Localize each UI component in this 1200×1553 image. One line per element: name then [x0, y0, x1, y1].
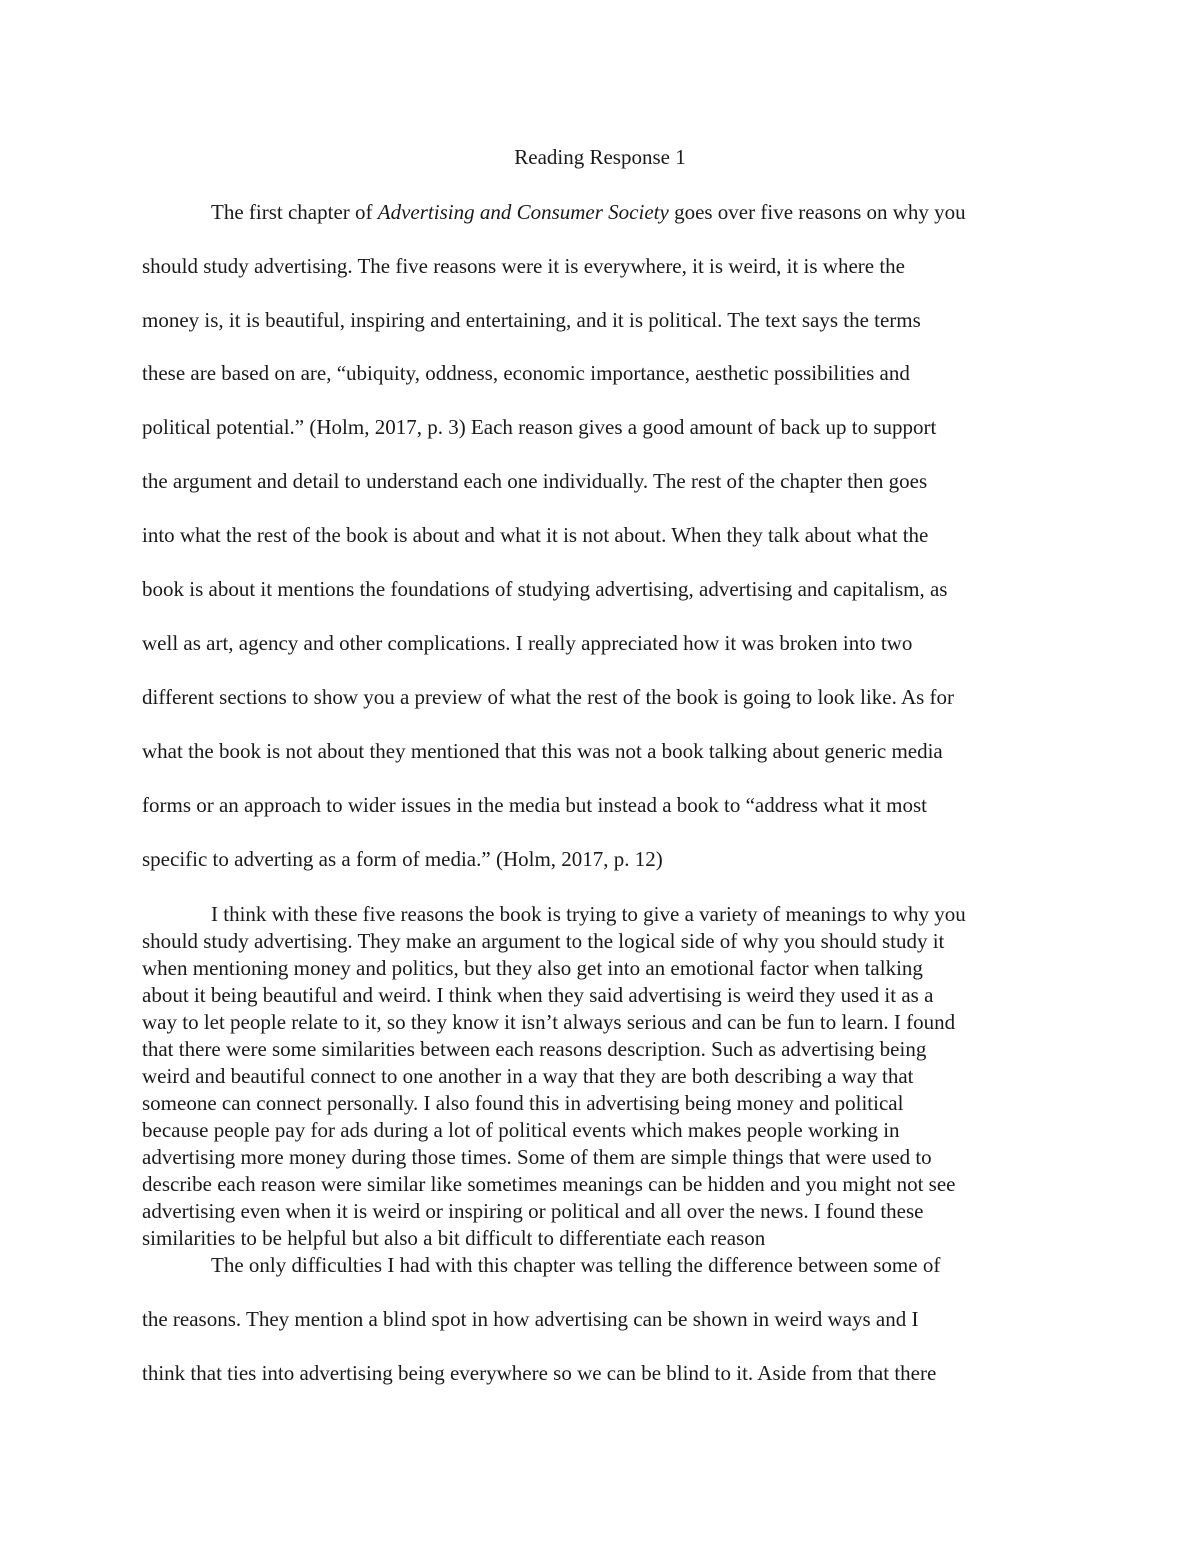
paragraph3-line: the reasons. They mention a blind spot in how advertising can be shown in weird ways and I — [142, 1307, 919, 1331]
paragraph2-line: way to let people relate to it, so they know it isn’t always serious and can be fun to learn. I found — [142, 1010, 956, 1034]
paragraph2-line: weird and beautiful connect to one another in a way that they are both describing a way that — [142, 1064, 914, 1088]
paragraph2-line: advertising even when it is weird or inspiring or political and all over the news. I found these — [142, 1199, 924, 1223]
paragraph1-line: political potential.” (Holm, 2017, p. 3) Each reason gives a good amount of back up to support — [142, 415, 937, 439]
paragraph1-line: into what the rest of the book is about and what it is not about. When they talk about what the — [142, 523, 929, 547]
paragraph2-first-line: I think with these five reasons the book is trying to give a variety of meanings to why you — [211, 902, 966, 926]
paragraph1-line: well as art, agency and other complications. I really appreciated how it was broken into two — [142, 631, 913, 655]
paragraph2-line: advertising more money during those times. Some of them are simple things that were used to — [142, 1145, 932, 1169]
paragraph1-line: the argument and detail to understand each one individually. The rest of the chapter then goes — [142, 469, 928, 493]
paragraph1-line: these are based on are, “ubiquity, oddness, economic importance, aesthetic possibilities and — [142, 361, 910, 385]
paragraph2-line: about it being beautiful and weird. I think when they said advertising is weird they used it as a — [142, 983, 934, 1007]
paragraph2-line: should study advertising. They make an argument to the logical side of why you should study it — [142, 929, 945, 953]
paragraph1-line: should study advertising. The five reasons were it is everywhere, it is weird, it is where the — [142, 254, 906, 278]
paragraph1-line: money is, it is beautiful, inspiring and entertaining, and it is political. The text says the terms — [142, 308, 921, 332]
paragraph1-line: specific to adverting as a form of media.” (Holm, 2017, p. 12) — [142, 847, 663, 871]
paragraph2-line: that there were some similarities between each reasons description. Such as advertising being — [142, 1037, 927, 1061]
paragraph3-first-line: The only difficulties I had with this chapter was telling the difference between some of — [211, 1253, 941, 1277]
paragraph1-line: forms or an approach to wider issues in the media but instead a book to “address what it most — [142, 793, 927, 817]
paragraph1-text-after: goes over five reasons on why you — [668, 200, 966, 224]
paragraph1-line: book is about it mentions the foundations of studying advertising, advertising and capitalism, as — [142, 577, 948, 601]
paragraph2-line: when mentioning money and politics, but they also get into an emotional factor when talking — [142, 956, 923, 980]
book-title: Advertising and Consumer Society — [377, 200, 669, 224]
paragraph2-line: someone can connect personally. I also found this in advertising being money and political — [142, 1091, 904, 1115]
paragraph1-first-line — [211, 198, 1081, 226]
paragraph1-line: different sections to show you a preview of what the rest of the book is going to look like. As for — [142, 685, 955, 709]
document-title: Reading Response 1 — [514, 145, 686, 169]
paragraph2-line: similarities to be helpful but also a bit difficult to differentiate each reason — [142, 1226, 766, 1250]
paragraph1-text-before: The first chapter of — [211, 200, 378, 224]
paragraph3-line: think that ties into advertising being everywhere so we can be blind to it. Aside from that there — [142, 1361, 937, 1385]
paragraph1-line: what the book is not about they mentioned that this was not a book talking about generic media — [142, 739, 943, 763]
paragraph2-line: because people pay for ads during a lot of political events which makes people working in — [142, 1118, 900, 1142]
paragraph2-line: describe each reason were similar like sometimes meanings can be hidden and you might not see — [142, 1172, 956, 1196]
